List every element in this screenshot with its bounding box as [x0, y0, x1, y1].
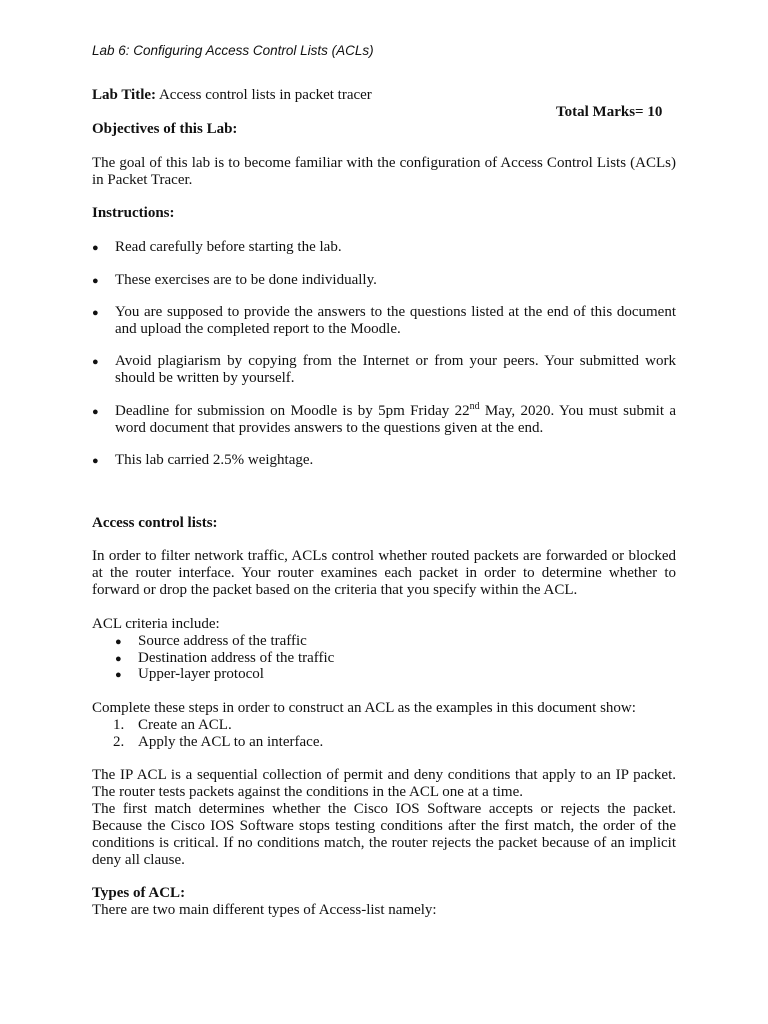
total-marks: Total Marks= 10	[556, 104, 663, 120]
acl-intro-paragraph: In order to filter network traffic, ACLs control whether routed packets are forwarded or blocked at the router interface. Your router examines each packet in order to determine whether to forward or drop the packet based on the criteria that you specify within the ACL.	[92, 548, 676, 598]
deadline-text-end: May, 2020. You must submit a word document that provides answers to the questions given at the end.	[115, 403, 676, 436]
step-text: Create an ACL.	[138, 717, 232, 733]
instructions-heading: Instructions:	[92, 205, 175, 221]
instruction-item: Avoid plagiarism by copying from the Internet or from your peers. Your submitted work should be written by yourself.	[115, 353, 676, 386]
ip-acl-paragraph-1: The IP ACL is a sequential collection of permit and deny conditions that apply to an IP packet. The router tests packets against the conditions in the ACL one at a time.	[92, 767, 676, 800]
page-header: Lab 6: Configuring Access Control Lists (ACLs)	[92, 43, 374, 58]
criteria-item: Upper-layer protocol	[138, 666, 264, 682]
steps-intro: Complete these steps in order to construct an ACL as the examples in this document show:	[92, 700, 636, 716]
bullet-icon: ●	[115, 636, 122, 648]
lab-title-label: Lab Title:	[92, 87, 157, 103]
deadline-superscript: nd	[469, 401, 480, 412]
criteria-item: Destination address of the traffic	[138, 650, 335, 666]
lab-title-value: Access control lists in packet tracer	[156, 87, 372, 103]
bullet-icon: ●	[115, 669, 122, 681]
criteria-item: Source address of the traffic	[138, 633, 307, 649]
bullet-icon: ●	[92, 242, 99, 254]
criteria-intro: ACL criteria include:	[92, 616, 220, 632]
instruction-item: You are supposed to provide the answers to the questions listed at the end of this document and upload the completed report to the Moodle.	[115, 304, 676, 337]
types-heading: Types of ACL:	[92, 885, 186, 901]
bullet-icon: ●	[92, 406, 99, 418]
bullet-icon: ●	[92, 455, 99, 467]
lab-title-line	[92, 87, 372, 104]
deadline-text-start: Deadline for submission on Moodle is by 5pm Friday 22	[115, 403, 470, 419]
instruction-item: This lab carried 2.5% weightage.	[115, 452, 314, 468]
ip-acl-paragraph-2: The first match determines whether the Cisco IOS Software accepts or rejects the packet. Because the Cisco IOS Software stops testing conditions after the first match, the order of the conditions is critical. If no conditions match, the router rejects the packet because of an implicit deny all clause.	[92, 801, 676, 868]
instruction-item-deadline	[115, 403, 676, 437]
objectives-heading: Objectives of this Lab:	[92, 121, 238, 137]
step-number: 1.	[113, 717, 125, 733]
instruction-item: These exercises are to be done individually.	[115, 272, 377, 288]
types-intro: There are two main different types of Access-list namely:	[92, 902, 437, 918]
goal-paragraph: The goal of this lab is to become familiar with the configuration of Access Control Lists (ACLs) in Packet Tracer.	[92, 155, 676, 188]
instruction-item: Read carefully before starting the lab.	[115, 239, 342, 255]
bullet-icon: ●	[92, 356, 99, 368]
acl-heading: Access control lists:	[92, 515, 218, 531]
bullet-icon: ●	[115, 653, 122, 665]
bullet-icon: ●	[92, 275, 99, 287]
step-number: 2.	[113, 734, 125, 750]
step-text: Apply the ACL to an interface.	[138, 734, 324, 750]
bullet-icon: ●	[92, 307, 99, 319]
